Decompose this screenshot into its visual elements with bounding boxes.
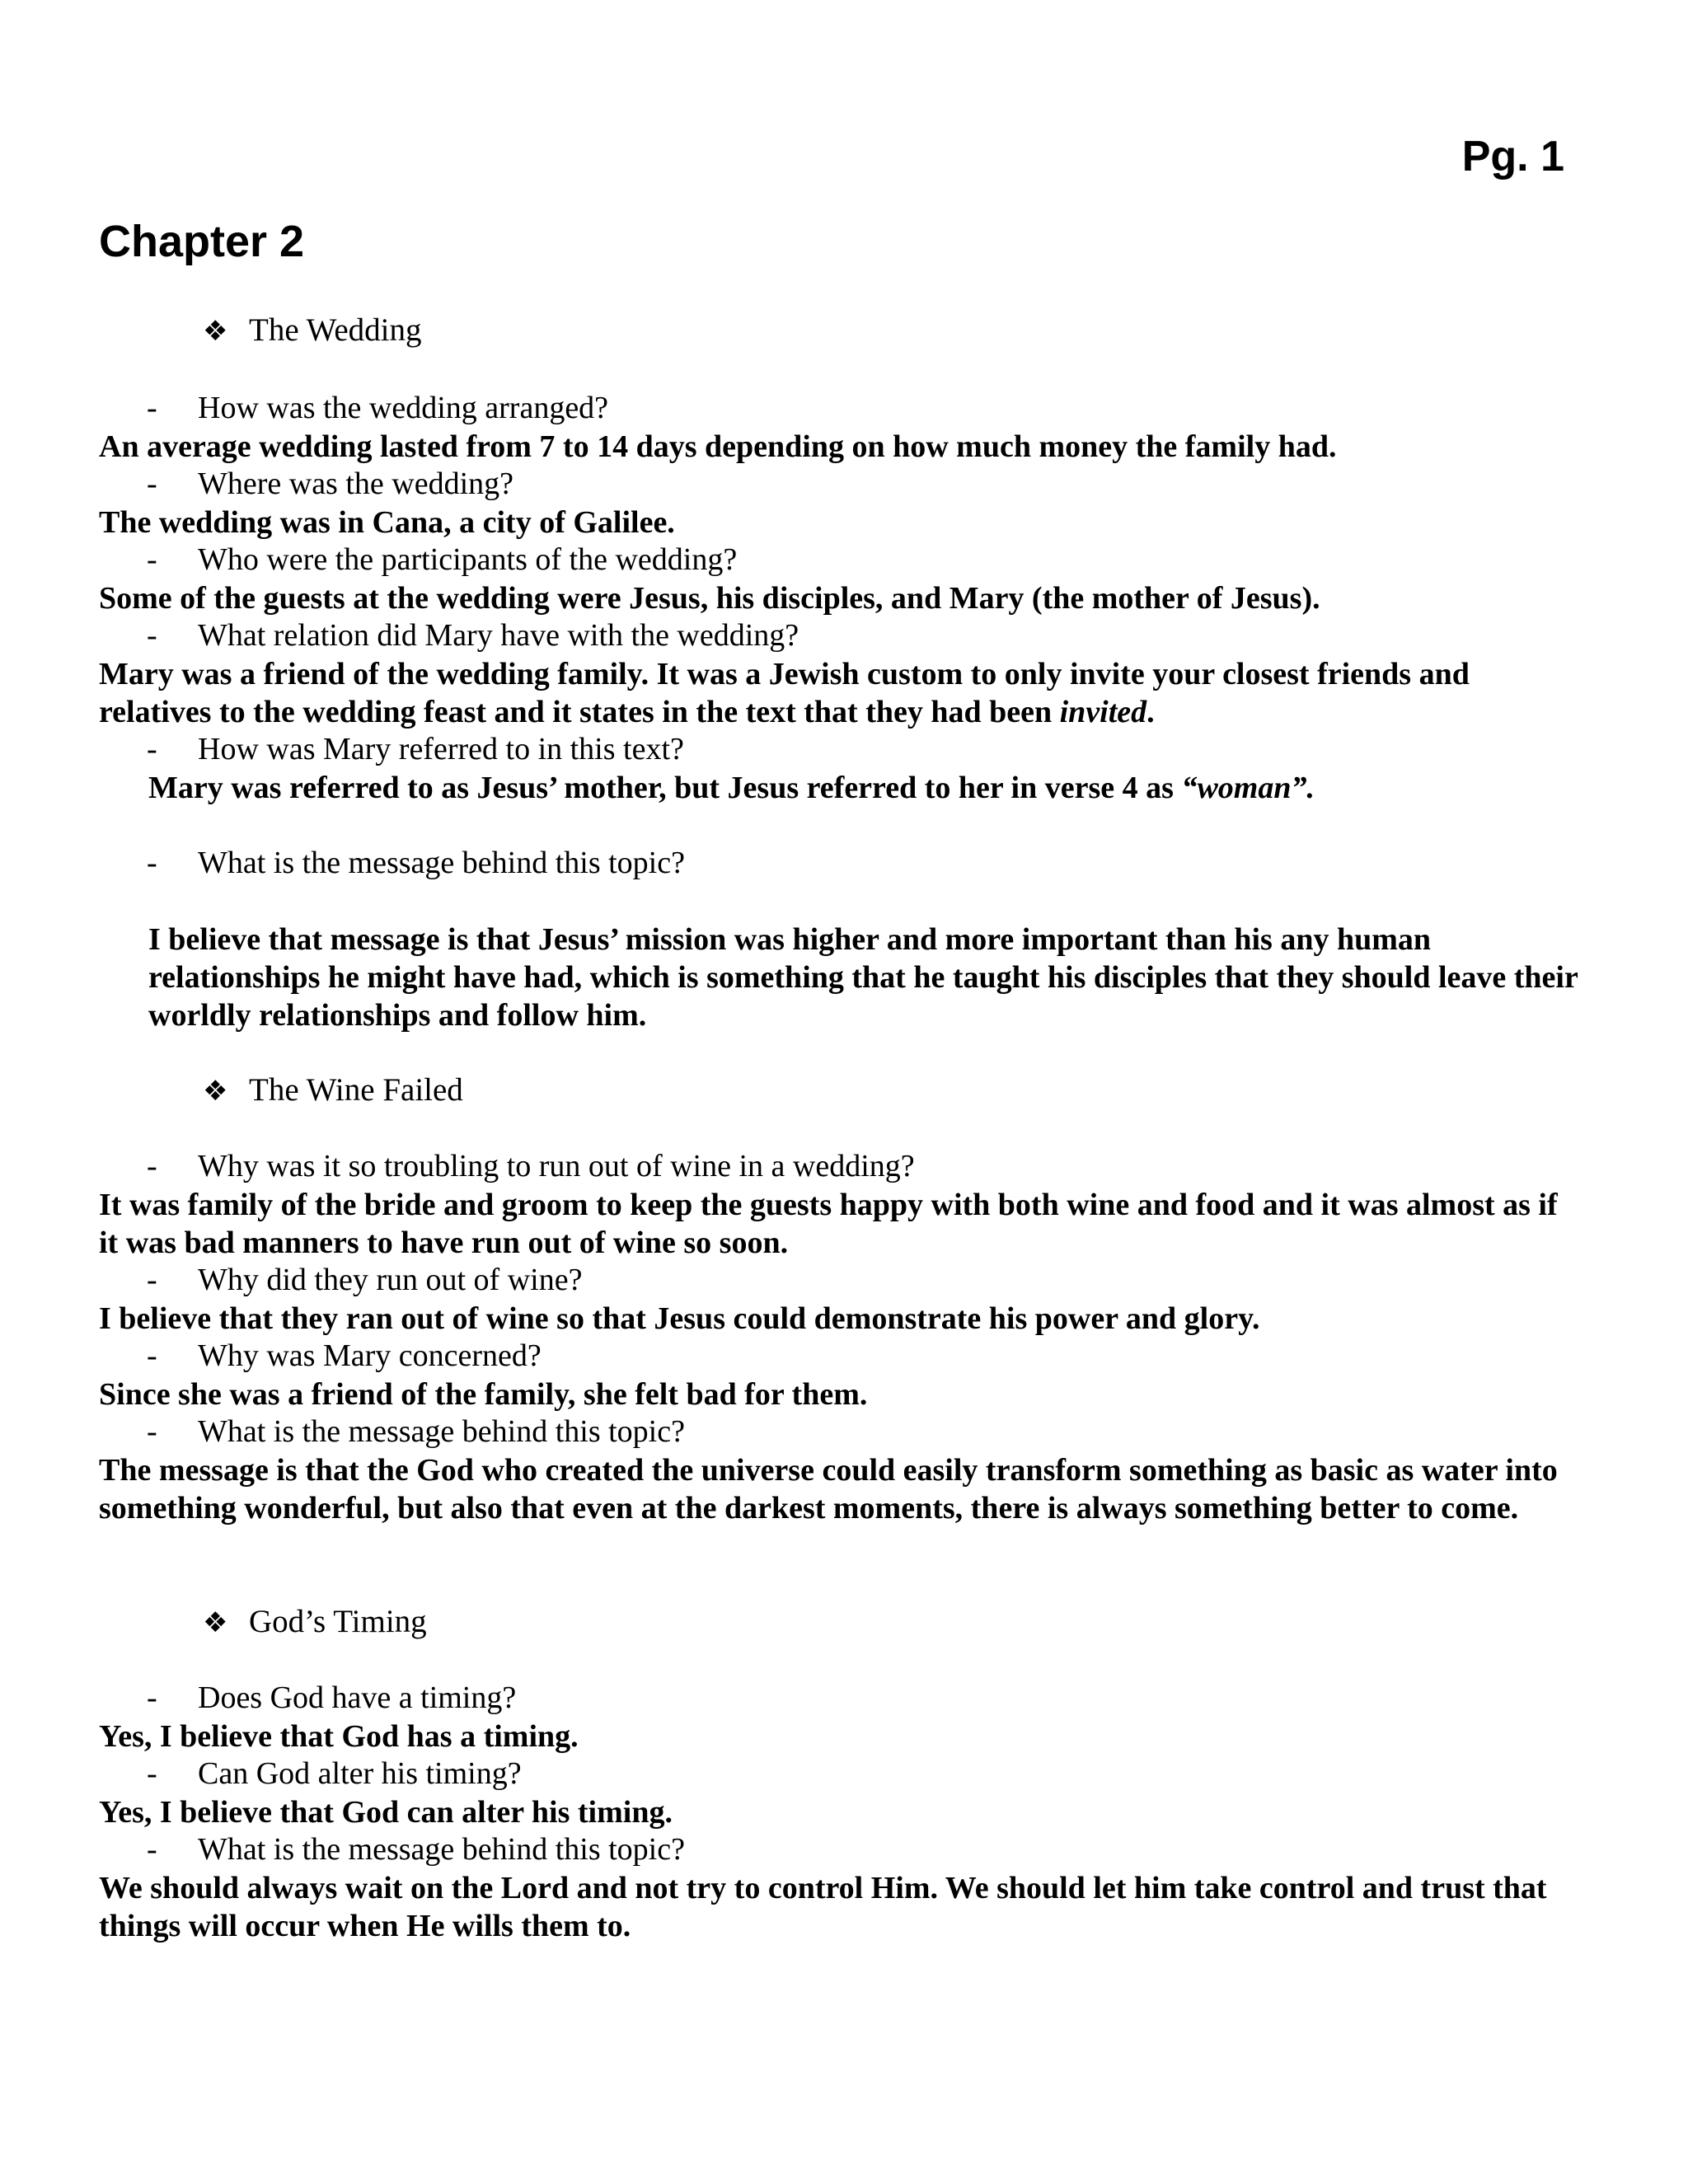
dash-marker: - [147, 846, 157, 880]
question-text: Why was it so troubling to run out of wine in a wedding? [198, 1149, 915, 1183]
answer: We should always wait on the Lord and not try to control Him. We should let him take control and trust that things will occur when He wills them to. [99, 1871, 1547, 1943]
question-text: Where was the wedding? [198, 466, 514, 501]
question-text: What is the message behind this topic? [198, 846, 685, 880]
dash-marker: - [147, 1832, 157, 1867]
answer: I believe that message is that Jesus’ mission was higher and more important than his any human relationships he might have had, which is something that he taught his disciples that they should leave their worldly relationships and follow him. [148, 922, 1578, 1033]
dash-marker: - [147, 1414, 157, 1449]
answer [99, 655, 1582, 731]
dash-marker: - [147, 1680, 157, 1715]
question-text: Why did they run out of wine? [198, 1263, 583, 1297]
question [147, 1755, 522, 1792]
question [147, 466, 513, 502]
dash-marker: - [147, 1263, 157, 1297]
answer: It was family of the bride and groom to keep the guests happy with both wine and food and it was almost as if it was bad manners to have run out of wine so soon. [99, 1188, 1558, 1260]
question [147, 1262, 582, 1298]
question [147, 1413, 685, 1450]
chapter-title: Chapter 2 [99, 217, 305, 266]
question-text: Who were the participants of the wedding? [198, 542, 738, 577]
dash-marker: - [147, 542, 157, 577]
section-heading-timing [203, 1603, 427, 1640]
diamond-bullet-icon: ❖ [203, 1606, 228, 1639]
question [147, 390, 608, 426]
dash-marker: - [147, 391, 157, 425]
question-text: How was the wedding arranged? [198, 391, 609, 425]
question [147, 1831, 685, 1868]
answer: Since she was a friend of the family, she felt bad for them. [99, 1377, 868, 1412]
answer [148, 769, 1582, 807]
answer-punctuation: . [1146, 695, 1155, 729]
answer: I believe that they ran out of wine so that Jesus could demonstrate his power and glory. [99, 1301, 1260, 1336]
answer-emphasis: “woman”. [1181, 771, 1315, 805]
question-text: Can God alter his timing? [198, 1756, 522, 1791]
answer: The wedding was in Cana, a city of Galilee. [99, 505, 675, 540]
page-number: Pg. 1 [1461, 133, 1564, 180]
question-text: How was Mary referred to in this text? [198, 732, 684, 766]
section-heading-label: The Wedding [249, 312, 422, 348]
section-heading-label: God’s Timing [249, 1604, 427, 1639]
section-heading-wedding [203, 312, 422, 349]
answer-text: Mary was a friend of the wedding family. It was a Jewish custom to only invite your closest friends and relatives to the wedding feast and it states in the text that they had been [99, 657, 1470, 729]
answer-emphasis: invited [1059, 695, 1147, 729]
answer: The message is that the God who created the universe could easily transform something as basic as water into something wonderful, but also that even at the darkest moments, there is always something better to come. [99, 1453, 1558, 1526]
question [147, 1148, 915, 1184]
question [147, 1338, 542, 1374]
question-text: What relation did Mary have with the wedding? [198, 618, 799, 653]
dash-marker: - [147, 618, 157, 653]
question-text: Why was Mary concerned? [198, 1338, 542, 1373]
question-text: Does God have a timing? [198, 1680, 517, 1715]
answer: Yes, I believe that God has a timing. [99, 1719, 579, 1754]
question [147, 1680, 516, 1716]
dash-marker: - [147, 1756, 157, 1791]
question [147, 541, 737, 578]
dash-marker: - [147, 1149, 157, 1183]
answer: Yes, I believe that God can alter his timing. [99, 1795, 673, 1830]
answer: An average wedding lasted from 7 to 14 days depending on how much money the family had. [99, 429, 1337, 464]
answer: Some of the guests at the wedding were Jesus, his disciples, and Mary (the mother of Jesus). [99, 581, 1320, 616]
dash-marker: - [147, 1338, 157, 1373]
question [147, 731, 684, 767]
question-text: What is the message behind this topic? [198, 1414, 685, 1449]
question [147, 617, 799, 654]
dash-marker: - [147, 732, 157, 766]
dash-marker: - [147, 466, 157, 501]
section-heading-label: The Wine Failed [249, 1072, 463, 1108]
question-text: What is the message behind this topic? [198, 1832, 685, 1867]
question [147, 845, 685, 881]
diamond-bullet-icon: ❖ [203, 1075, 228, 1108]
diamond-bullet-icon: ❖ [203, 315, 228, 348]
answer-text: Mary was referred to as Jesus’ mother, but Jesus referred to her in verse 4 as [148, 771, 1182, 805]
section-heading-wine [203, 1071, 463, 1108]
